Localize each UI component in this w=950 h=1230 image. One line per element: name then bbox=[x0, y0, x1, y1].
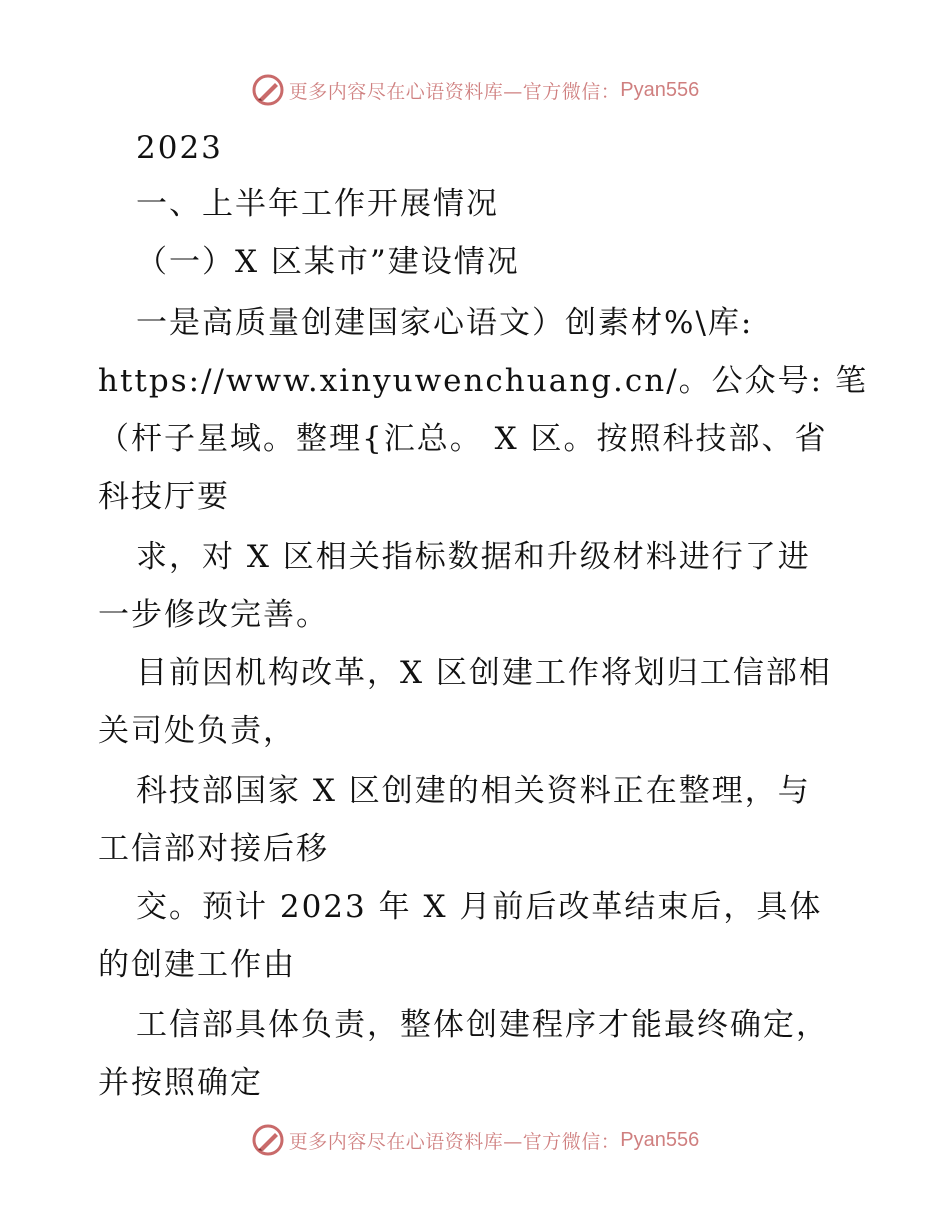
paragraph-line: 目前因机构改革，X 区创建工作将划归工信部相 bbox=[136, 655, 832, 691]
paragraph-line: 工信部对接后移 bbox=[98, 831, 329, 867]
doc-year: 2023 bbox=[136, 130, 223, 166]
watermark-text: 更多内容尽在心语资料库—官方微信： bbox=[288, 80, 621, 103]
paragraph-line: 求，对 X 区相关指标数据和升级材料进行了进 bbox=[136, 539, 811, 575]
paragraph-line: 一步修改完善。 bbox=[98, 597, 329, 633]
paragraph-line: https://www.xinyuwenchuang.cn/。公众号: 笔 bbox=[98, 363, 868, 399]
subsection-heading: （一）X 区某市”建设情况 bbox=[136, 244, 520, 280]
pen-logo-icon bbox=[251, 1123, 285, 1157]
paragraph-line: 并按照确定 bbox=[98, 1065, 263, 1101]
paragraph-line: 工信部具体负责，整体创建程序才能最终确定， bbox=[136, 1007, 829, 1043]
watermark-wechat-id: Pyan556 bbox=[620, 78, 700, 101]
section-heading: 一、上半年工作开展情况 bbox=[136, 186, 499, 222]
paragraph-line: 交。预计 2023 年 X 月前后改革结束后，具体 bbox=[136, 889, 823, 925]
pen-logo-icon bbox=[251, 73, 285, 107]
paragraph-line: 科技部国家 X 区创建的相关资料正在整理，与 bbox=[136, 773, 811, 809]
paragraph-line: 关司处负责， bbox=[98, 713, 296, 749]
watermark-wechat-id: Pyan556 bbox=[620, 1128, 700, 1151]
paragraph-line: 科技厅要 bbox=[98, 479, 230, 515]
footer-watermark bbox=[0, 1120, 950, 1160]
watermark-text: 更多内容尽在心语资料库—官方微信： bbox=[288, 1130, 621, 1153]
paragraph-line: 的创建工作由 bbox=[98, 947, 296, 983]
paragraph-line: 一是高质量创建国家心语文）创素材%\库: bbox=[136, 305, 754, 341]
paragraph-line: （杆子星域。整理{汇总。 X 区。按照科技部、省 bbox=[98, 421, 828, 457]
header-watermark bbox=[0, 70, 950, 110]
